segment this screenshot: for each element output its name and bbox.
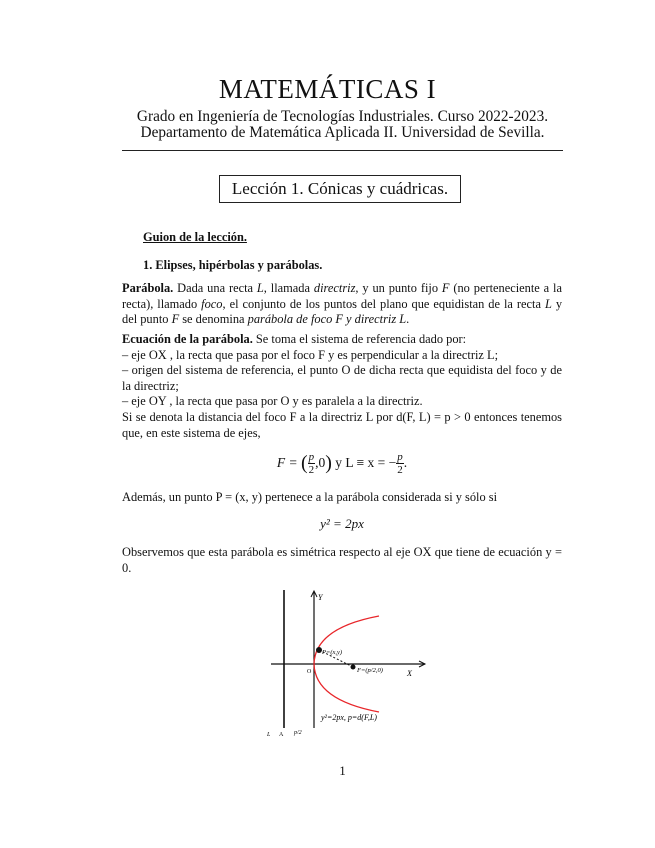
guion-heading: Guion de la lección.: [143, 230, 247, 244]
course-line: Grado en Ingeniería de Tecnologías Industriales. Curso 2022-2023.: [136, 108, 549, 125]
math-L: L: [256, 281, 264, 295]
formula-end: .: [403, 455, 408, 471]
y-axis-label: Y: [318, 593, 323, 602]
frac-num: p: [308, 451, 315, 463]
list-item: – eje OY , la recta que pasa por O y es paralela a la directriz.: [122, 394, 423, 409]
text-run: Dada una recta: [173, 281, 257, 295]
point-a-label: A: [279, 732, 284, 738]
math-L: L: [544, 296, 552, 311]
text-run: Se toma el sistema de referencia dado por:: [252, 332, 467, 346]
term-directriz: directriz: [313, 281, 356, 295]
ecuacion-section: [122, 332, 562, 441]
point-p-label: P=(x,y): [322, 649, 343, 656]
origin-label: O: [307, 669, 312, 675]
page-title: MATEMÁTICAS I: [218, 74, 437, 104]
section-heading: 1. Elipses, hipérbolas y parábolas.: [143, 258, 323, 272]
formula-zero: ,0: [315, 455, 326, 471]
formula-directrix: y L ≡ x = −: [331, 455, 397, 471]
department-line: Departamento de Matemática Aplicada II. Universidad de Sevilla.: [140, 124, 545, 141]
parabola-term: Parábola.: [122, 281, 174, 295]
ecuacion-term: Ecuación de la parábola.: [122, 332, 253, 346]
text-run: (no perteneciente a la recta), llamado: [122, 281, 562, 311]
fraction-p-over-2: [308, 452, 316, 476]
frac-den: 2: [397, 464, 403, 476]
lesson-title-box: Lección 1. Cónicas y cuádricas.: [219, 175, 461, 203]
list-item: – origen del sistema de referencia, el punto O de dicha recta que equidista del foco y de la directriz;: [122, 363, 562, 393]
parabola-figure: [255, 588, 435, 743]
symmetry-sentence: Observemos que esta parábola es simétrica respecto al eje OX que tiene de ecuación y = 0.: [122, 545, 562, 575]
fraction-p-over-2: [396, 452, 404, 476]
text-run: , y un punto fijo: [355, 281, 442, 295]
text-run: se denomina: [179, 312, 248, 327]
focus-formula: F = ( $\frac{p}{2}$ ,0) y L ≡ x = − $\frac{p}{2}$ .: [276, 451, 408, 476]
math-F: F: [441, 281, 450, 295]
x-axis-label: X: [407, 669, 412, 678]
math-F: F: [171, 312, 180, 327]
term-foco: foco: [201, 296, 223, 311]
text-run: .: [406, 312, 410, 327]
frac-den: 2: [308, 464, 315, 476]
distance-sentence: Si se denota la distancia del foco F a la directriz L por d(F, L) = p > 0 entonces tenemos que, en este sistema de ejes,: [122, 409, 562, 440]
ademas-sentence: Además, un punto P = (x, y) pertenece a la parábola considerada si y sólo si: [122, 490, 498, 504]
parabola-definition: [122, 281, 562, 328]
equation-label: y²=2px, p=d(F,L): [321, 713, 377, 722]
directrix-label: L: [267, 732, 271, 738]
formula-lhs: F =: [276, 455, 298, 471]
text-run: , el conjunto de los puntos del plano que equidistan de la recta: [222, 296, 545, 311]
text-run: , llamada: [263, 281, 314, 295]
page-number: 1: [339, 763, 346, 778]
parabola-equation: y² = 2px: [320, 516, 364, 531]
text-run: y del punto: [122, 296, 563, 327]
focus-label: F=(p/2,0): [357, 667, 383, 674]
term-parabola-name: parábola de foco F y directriz L: [247, 312, 407, 327]
focus-point: [351, 665, 356, 670]
p-half-label: p/2: [294, 730, 302, 736]
ecuacion-intro: [122, 332, 562, 348]
list-item: – eje OX , la recta que pasa por el foco F y es perpendicular a la directriz L;: [122, 347, 499, 362]
header-rule: [122, 150, 563, 151]
frac-num: p: [397, 451, 403, 463]
